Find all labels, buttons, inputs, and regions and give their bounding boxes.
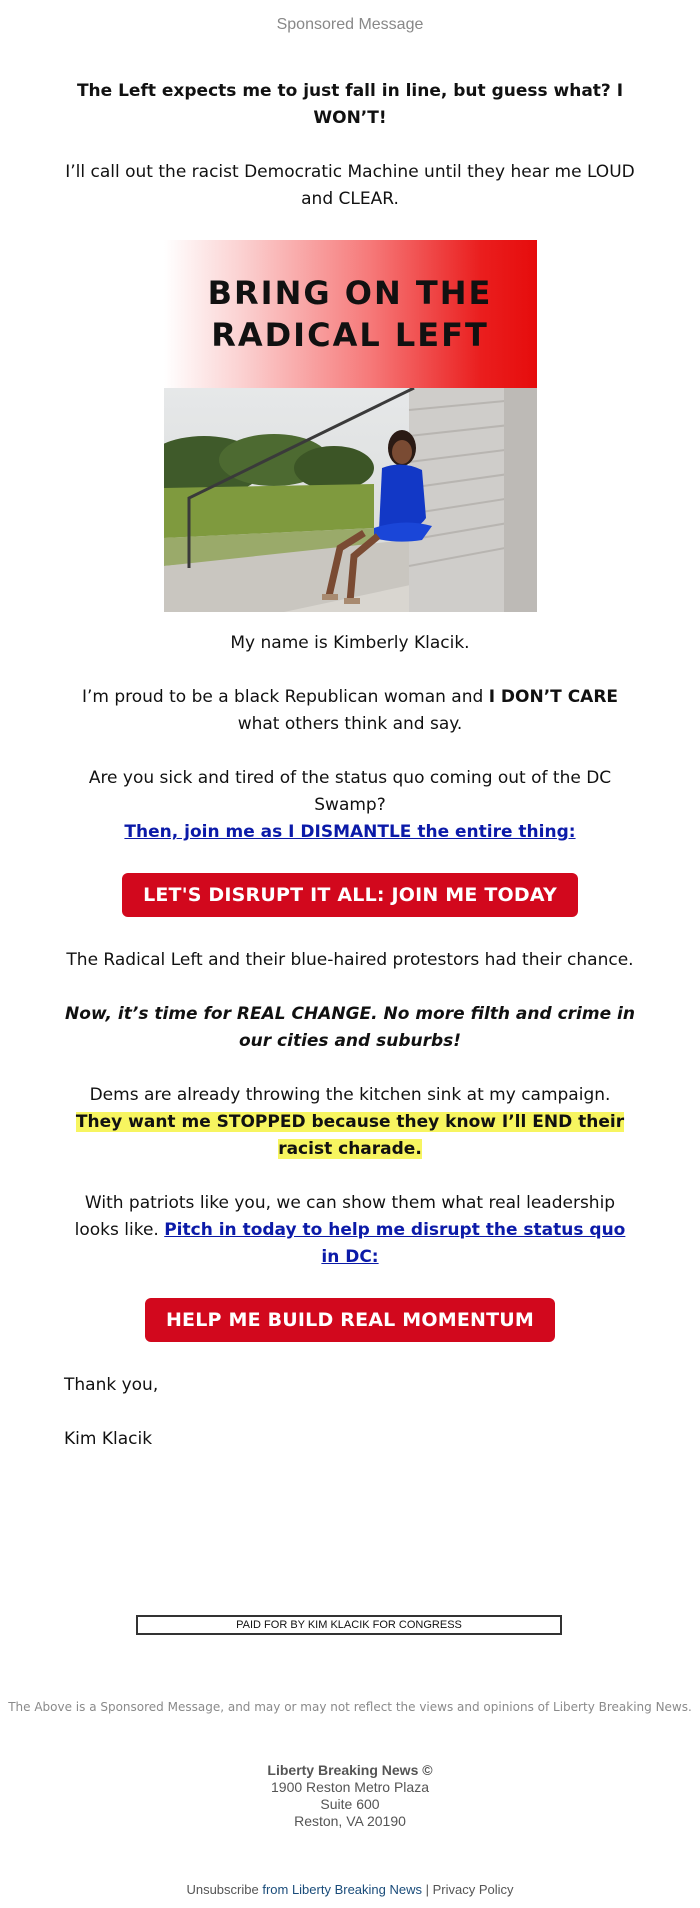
- candidate-photo: [164, 388, 537, 612]
- radical-line: The Radical Left and their blue-haired protestors had their chance.: [66, 950, 634, 970]
- join-me-today-button[interactable]: LET'S DISRUPT IT ALL: JOIN ME TODAY: [122, 873, 578, 917]
- footer-separator: |: [422, 1882, 433, 1897]
- paid-for-box: PAID FOR BY KIM KLACIK FOR CONGRESS: [136, 1615, 562, 1635]
- dismantle-link[interactable]: Then, join me as I DISMANTLE the entire thing:: [124, 822, 576, 842]
- signature: Kim Klacik: [64, 1429, 153, 1449]
- cta-2-wrap: [64, 1298, 636, 1342]
- dems-text: Dems are already throwing the kitchen sink at my campaign.: [89, 1085, 611, 1105]
- change-text: Now, it’s time for REAL CHANGE. No more filth and crime in our cities and suburbs!: [65, 1004, 635, 1051]
- sponsored-label: Sponsored Message: [276, 16, 424, 33]
- sick-text: Are you sick and tired of the status quo coming out of the DC Swamp?: [88, 768, 612, 815]
- hero-title-line1: BRING ON THE: [207, 274, 493, 312]
- build-momentum-button[interactable]: HELP ME BUILD REAL MOMENTUM: [145, 1298, 555, 1342]
- name-line: My name is Kimberly Klacik.: [230, 633, 470, 653]
- proud-line: [64, 684, 636, 738]
- unsubscribe-link[interactable]: Unsubscribe: [186, 1882, 259, 1897]
- proud-text-1: I’m proud to be a black Republican woman and: [81, 687, 489, 707]
- dems-line: [64, 1082, 636, 1163]
- privacy-policy-link[interactable]: Privacy Policy: [432, 1882, 514, 1897]
- footer: [0, 1882, 700, 1897]
- sender-address: [0, 1762, 700, 1830]
- patriots-line: [64, 1190, 636, 1271]
- hero-image[interactable]: [164, 240, 537, 612]
- highlighted-text: They want me STOPPED because they know I’ll END their racist charade.: [75, 1112, 625, 1159]
- address-city: Reston, VA 20190: [294, 1813, 406, 1829]
- proud-emphasis: I DON’T CARE: [488, 687, 619, 707]
- headline: [64, 78, 636, 132]
- intro-line: I’ll call out the racist Democratic Machine until they hear me LOUD and CLEAR.: [65, 162, 635, 209]
- patriots-text: With patriots like you, we can show them what real leadership looks like.: [74, 1193, 616, 1240]
- sender-name: Liberty Breaking News ©: [267, 1762, 433, 1778]
- hero-banner: [164, 240, 537, 388]
- thanks-line: Thank you,: [64, 1375, 159, 1395]
- hero-title-line2: RADICAL LEFT: [211, 316, 489, 354]
- unsubscribe-from: from Liberty Breaking News: [258, 1882, 422, 1897]
- headline-emphasis: I WON’T!: [313, 81, 624, 128]
- headline-text: The Left expects me to just fall in line, but guess what?: [76, 81, 617, 101]
- disclaimer: The Above is a Sponsored Message, and may or may not reflect the views and opinions of Liberty Breaking News.: [8, 1700, 692, 1714]
- change-line: [64, 1001, 636, 1055]
- cta-1-wrap: [64, 873, 636, 917]
- address-suite: Suite 600: [320, 1796, 380, 1812]
- sick-line: [64, 765, 636, 846]
- email-body: [64, 78, 636, 1480]
- address-street: 1900 Reston Metro Plaza: [271, 1779, 429, 1795]
- pitch-in-link[interactable]: Pitch in today to help me disrupt the status quo in DC:: [164, 1220, 626, 1267]
- proud-text-2: what others think and say.: [237, 714, 463, 734]
